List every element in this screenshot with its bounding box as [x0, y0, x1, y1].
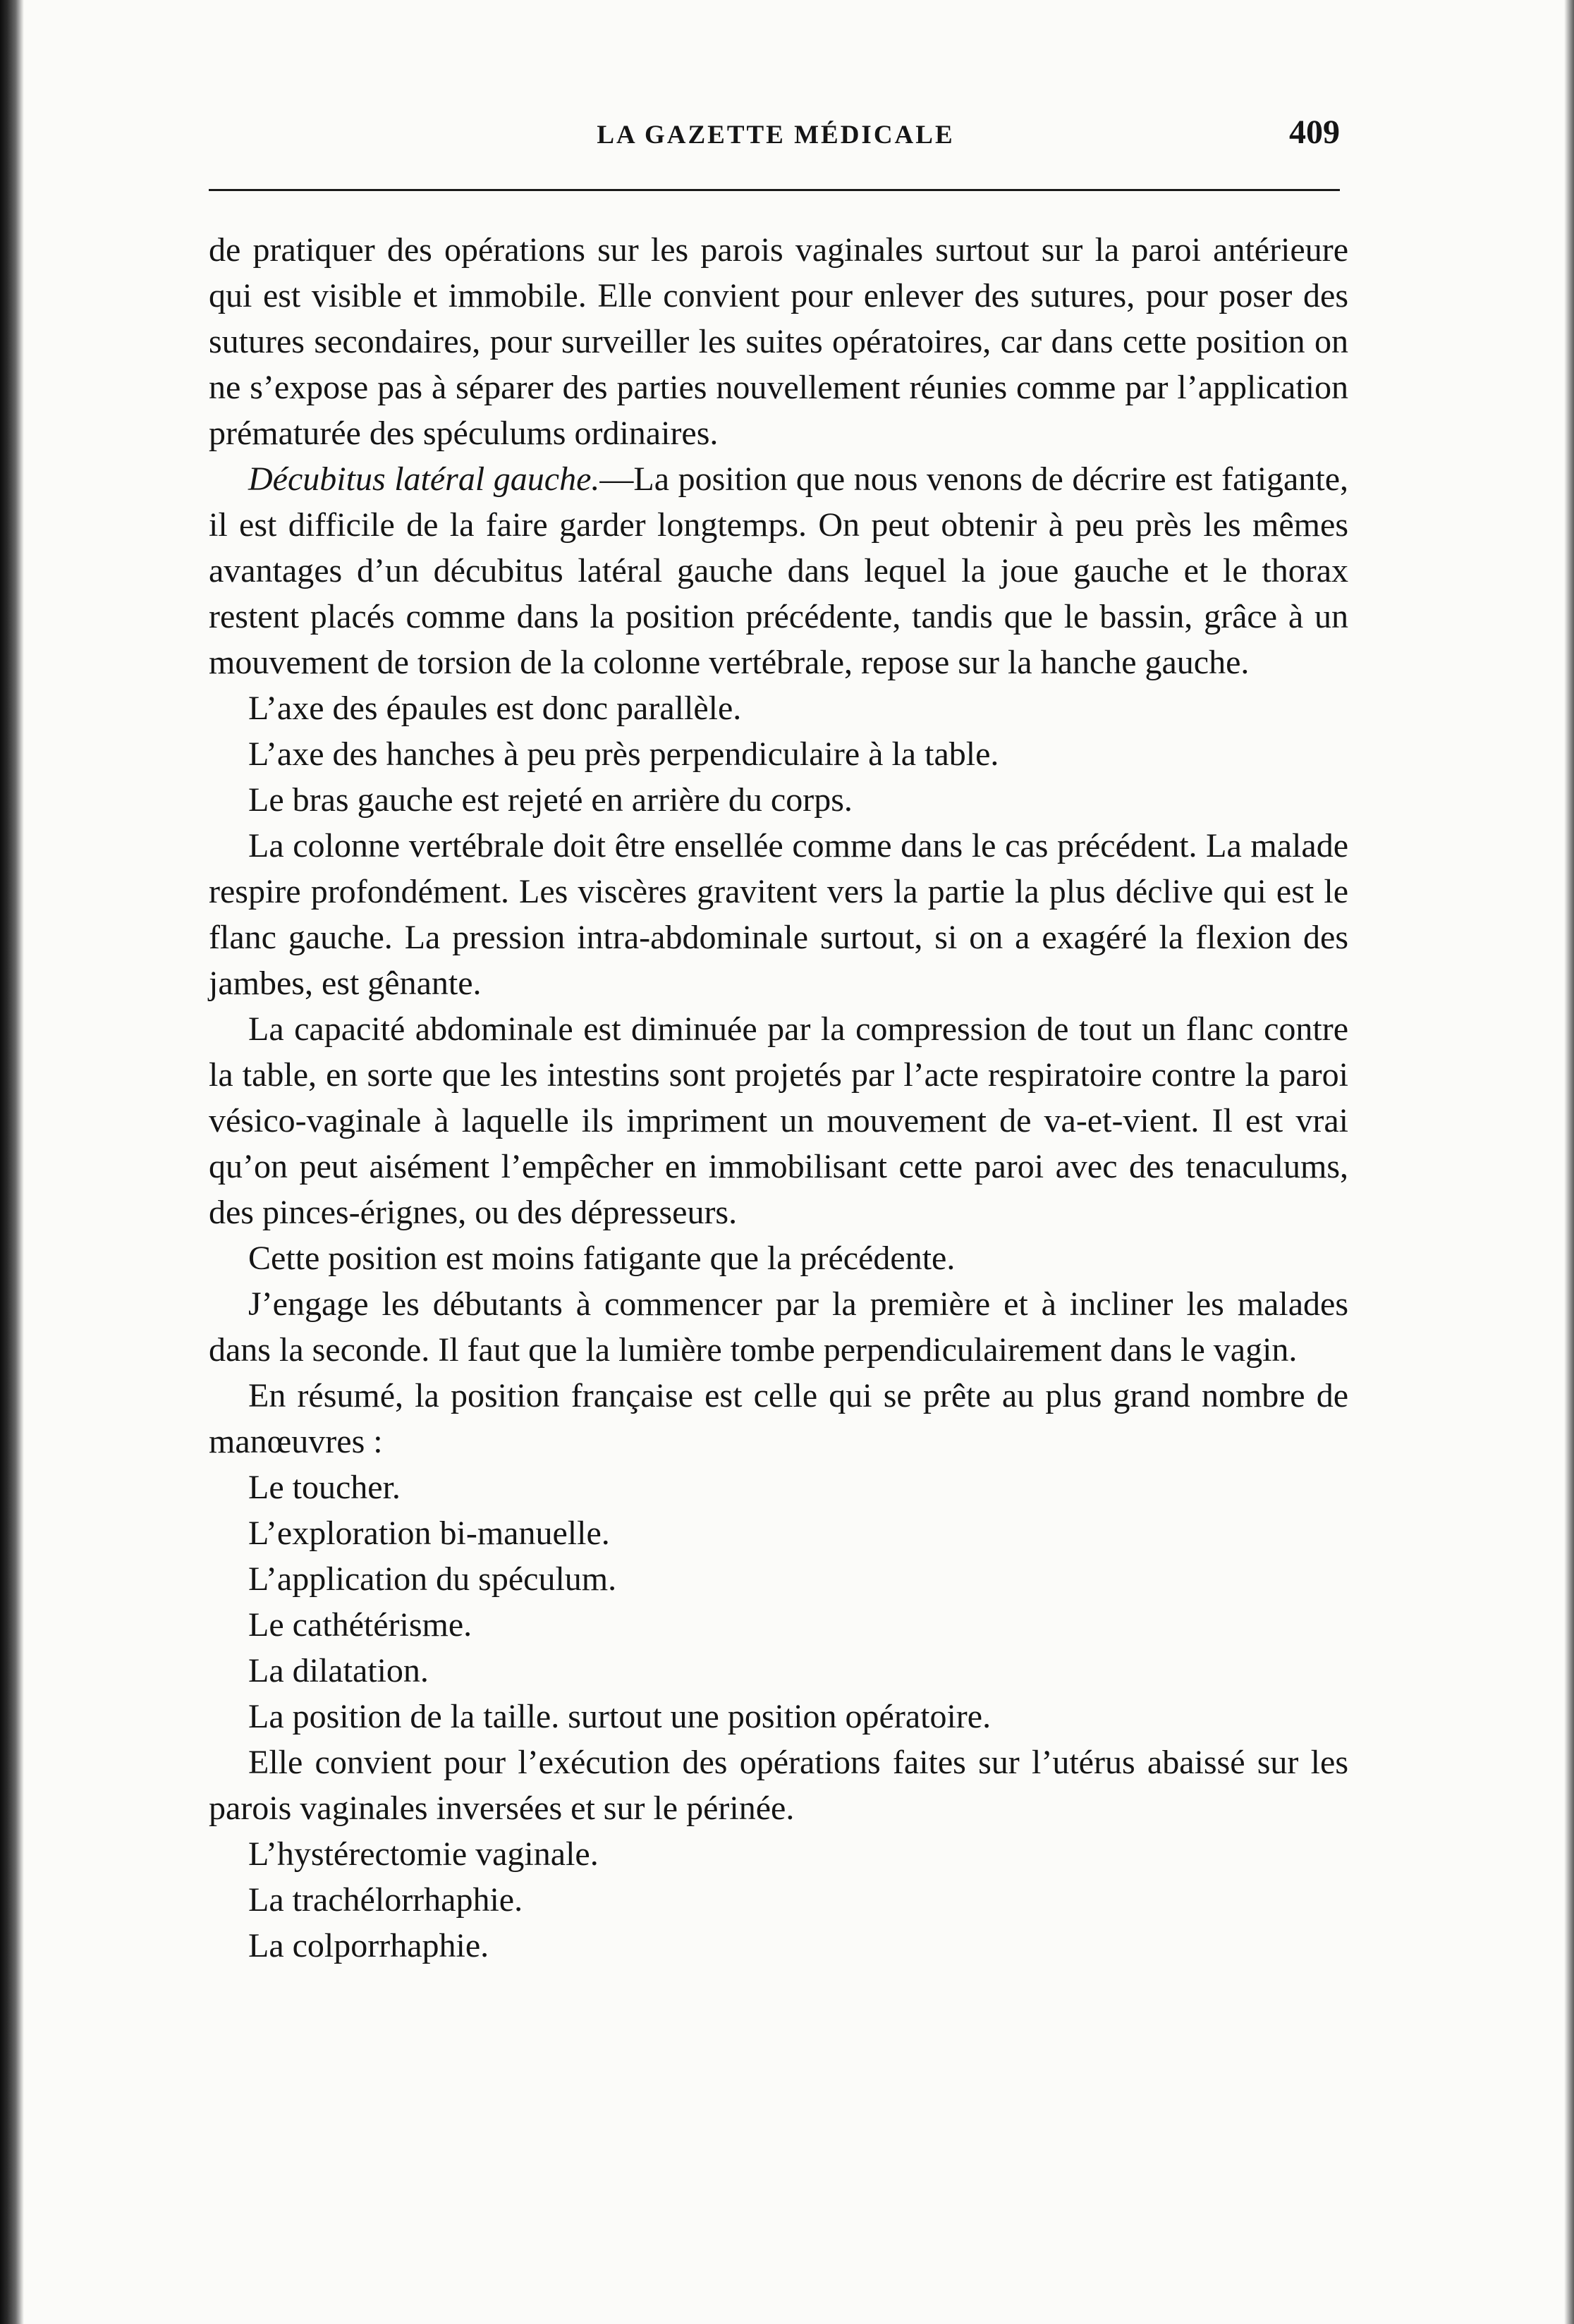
- paragraph: Le bras gauche est rejeté en arrière du corps.: [248, 781, 853, 819]
- running-title: LA GAZETTE MÉDICALE: [597, 121, 955, 149]
- list-item: L’exploration bi-manuelle.: [248, 1515, 610, 1552]
- page-edge-shadow: [1564, 0, 1574, 2324]
- paragraph: La colonne vertébrale doit être ensellée comme dans le cas précédent. La malade respire profondément. Les viscères gravitent vers la partie la plus déclive qui est le flanc gauche. La pression intra-abdominale surtout, si on a exagéré la flexion des jambes, est gênante.: [209, 827, 1348, 1002]
- paragraph: Cette position est moins fatigante que la précédente.: [248, 1240, 956, 1277]
- list-item: L’hystérectomie vaginale.: [248, 1835, 599, 1873]
- list-item: La colporrhaphie.: [248, 1927, 489, 1964]
- header-rule: [209, 189, 1340, 191]
- paragraph: Elle convient pour l’exécution des opérations faites sur l’utérus abaissé sur les parois vaginales inversées et sur le périnée.: [209, 1744, 1348, 1827]
- paragraph: de pratiquer des opérations sur les parois vaginales surtout sur la paroi antérieure qui est visible et immobile. Elle convient pour enlever des sutures, pour poser des sutures secondaires, pour surveiller les suites opératoires, car dans cette position on ne s’expose pas à séparer des parties nouvellement réunies comme par l’application prématurée des spéculums ordinaires.: [209, 231, 1348, 452]
- list-item: La trachélorrhaphie.: [248, 1881, 523, 1919]
- paragraph: J’engage les débutants à commencer par la première et à incliner les malades dans la seconde. Il faut que la lumière tombe perpendiculairement dans le vagin.: [209, 1285, 1348, 1369]
- list-item: La dilatation.: [248, 1652, 429, 1689]
- page-number: 409: [1289, 114, 1340, 151]
- paragraph-decubitus: [209, 456, 1348, 685]
- paragraph: La position de la taille. surtout une position opératoire.: [248, 1698, 992, 1735]
- paragraph-lead-italic: Décubitus latéral gauche.: [248, 460, 600, 498]
- page-header: [212, 113, 1340, 162]
- paragraph: L’axe des épaules est donc parallèle.: [248, 690, 742, 727]
- list-item: Le toucher.: [248, 1469, 401, 1506]
- body-text: [209, 227, 1348, 1969]
- list-item: Le cathétérisme.: [248, 1606, 472, 1644]
- paragraph-text: —La position que nous venons de décrire est fatigante, il est difficile de la faire garder longtemps. On peut obtenir à peu près les mêmes avantages d’un décubitus latéral gauche dans lequel la joue gauche et le thorax restent placés comme dans la position précédente, tandis que le bassin, grâce à un mouvement de torsion de la colonne vertébrale, repose sur la hanche gauche.: [209, 460, 1348, 681]
- paragraph: L’axe des hanches à peu près perpendiculaire à la table.: [248, 735, 999, 773]
- binding-shadow: [0, 0, 24, 2324]
- paragraph: En résumé, la position française est celle qui se prête au plus grand nombre de manœuvres :: [209, 1377, 1348, 1460]
- list-item: L’application du spéculum.: [248, 1560, 617, 1598]
- paragraph: La capacité abdominale est diminuée par la compression de tout un flanc contre la table, en sorte que les intestins sont projetés par l’acte respiratoire contre la paroi vésico-vaginale à laquelle ils impriment un mouvement de va-et-vient. Il est vrai qu’on peut aisément l’empêcher en immobilisant cette paroi avec des tenaculums, des pinces-érignes, ou des dépresseurs.: [209, 1010, 1348, 1231]
